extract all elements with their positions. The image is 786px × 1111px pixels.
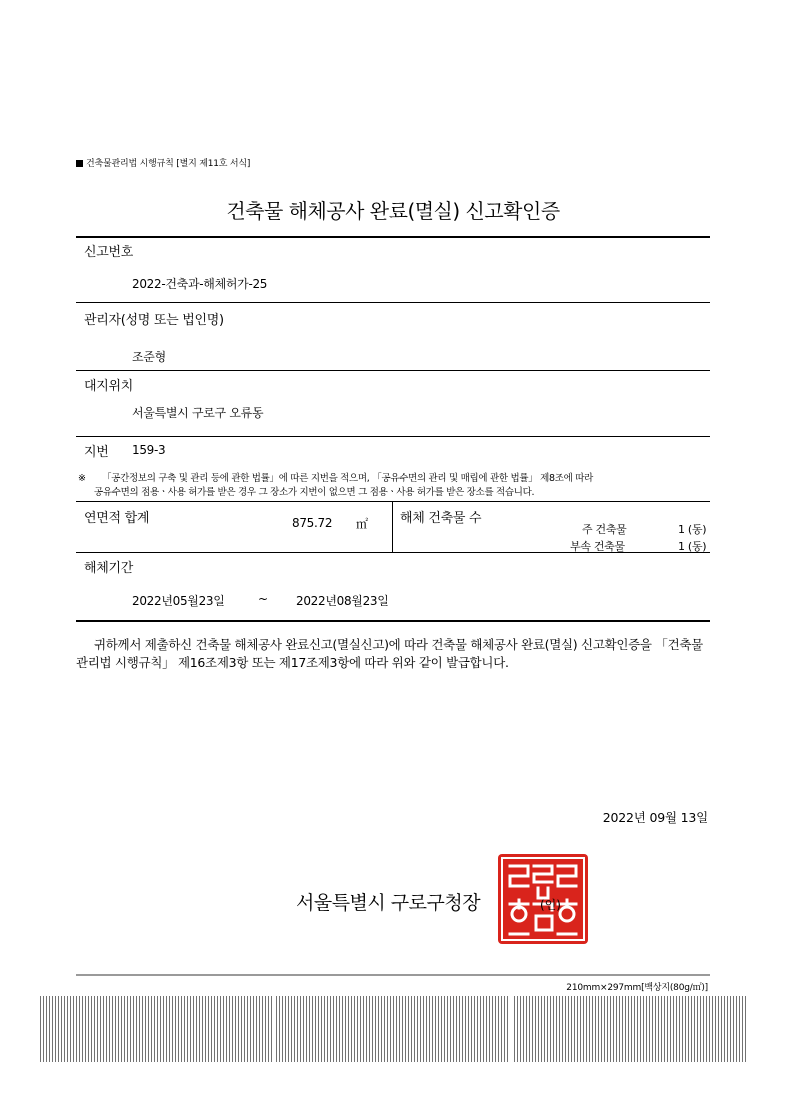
form-reference-text: 건축물관리법 시행규칙 [별지 제11호 서식] <box>86 159 251 169</box>
main-building-value: 1 (동) <box>678 523 707 536</box>
manager-label: 관리자(성명 또는 법인명) <box>84 313 224 328</box>
square-bullet-icon <box>76 160 83 167</box>
demolition-period-label: 해체기간 <box>84 561 134 576</box>
seal-mark: (인) <box>540 898 561 912</box>
divider <box>76 436 710 437</box>
note-line-2: 공유수면의 점용ㆍ사용 허가를 받은 경우 그 장소가 지번이 없으면 그 점용ㆍ사용 허가를 받은 장소를 적습니다. <box>94 487 535 498</box>
total-area-label: 연면적 합계 <box>84 511 150 526</box>
note-line-1: 「공간정보의 구축 및 관리 등에 관한 법률」에 따른 지번을 적으며, 「공유수면의 관리 및 매립에 관한 법률」 제8조에 따라 <box>102 473 593 484</box>
annex-building-value: 1 (동) <box>678 540 707 553</box>
divider <box>76 370 710 371</box>
top-rule <box>76 236 710 238</box>
security-pattern-center <box>276 996 510 1062</box>
security-pattern-right <box>514 996 748 1062</box>
period-separator: ~ <box>258 592 268 606</box>
main-building-label: 주 건축물 <box>582 523 627 536</box>
document-title: 건축물 해체공사 완료(멸실) 신고확인증 <box>226 199 560 223</box>
demolished-buildings-label: 해체 건축물 수 <box>400 511 482 526</box>
total-area-value: 875.72 <box>292 516 333 530</box>
issuer-name: 서울특별시 구로구청장 <box>296 892 481 914</box>
report-number-label: 신고번호 <box>84 245 134 260</box>
manager-value: 조준형 <box>132 350 166 364</box>
divider <box>76 302 710 303</box>
certification-statement: 귀하께서 제출하신 건축물 해체공사 완료신고(멸실신고)에 따라 건축물 해체공사 완료(멸실) 신고확인증을 「건축물관리법 시행규칙」 제16조제3항 또는 제17조제3항에 따라 위와 같이 발급합니다. <box>76 637 703 670</box>
site-location-label: 대지위치 <box>84 379 134 394</box>
lot-number-value: 159-3 <box>132 443 166 457</box>
form-reference <box>76 156 250 169</box>
site-location-value: 서울특별시 구로구 오류동 <box>132 406 264 420</box>
report-number-value: 2022-건축과-해체허가-25 <box>132 277 268 291</box>
issue-date: 2022년 09월 13일 <box>602 810 708 825</box>
demolition-start-date: 2022년05월23일 <box>132 594 225 608</box>
footer-rule <box>76 974 710 976</box>
divider <box>76 552 710 553</box>
divider <box>76 501 710 502</box>
total-area-unit: ㎡ <box>356 517 368 531</box>
lot-number-label: 지번 <box>84 445 109 460</box>
bottom-rule <box>76 620 710 622</box>
demolition-end-date: 2022년08월23일 <box>296 594 389 608</box>
note-symbol: ※ <box>78 473 86 484</box>
security-pattern-left <box>40 996 274 1062</box>
annex-building-label: 부속 건축물 <box>570 540 625 553</box>
paper-spec: 210mm×297mm[백상지(80g/㎡)] <box>566 983 708 993</box>
column-divider <box>392 502 393 552</box>
